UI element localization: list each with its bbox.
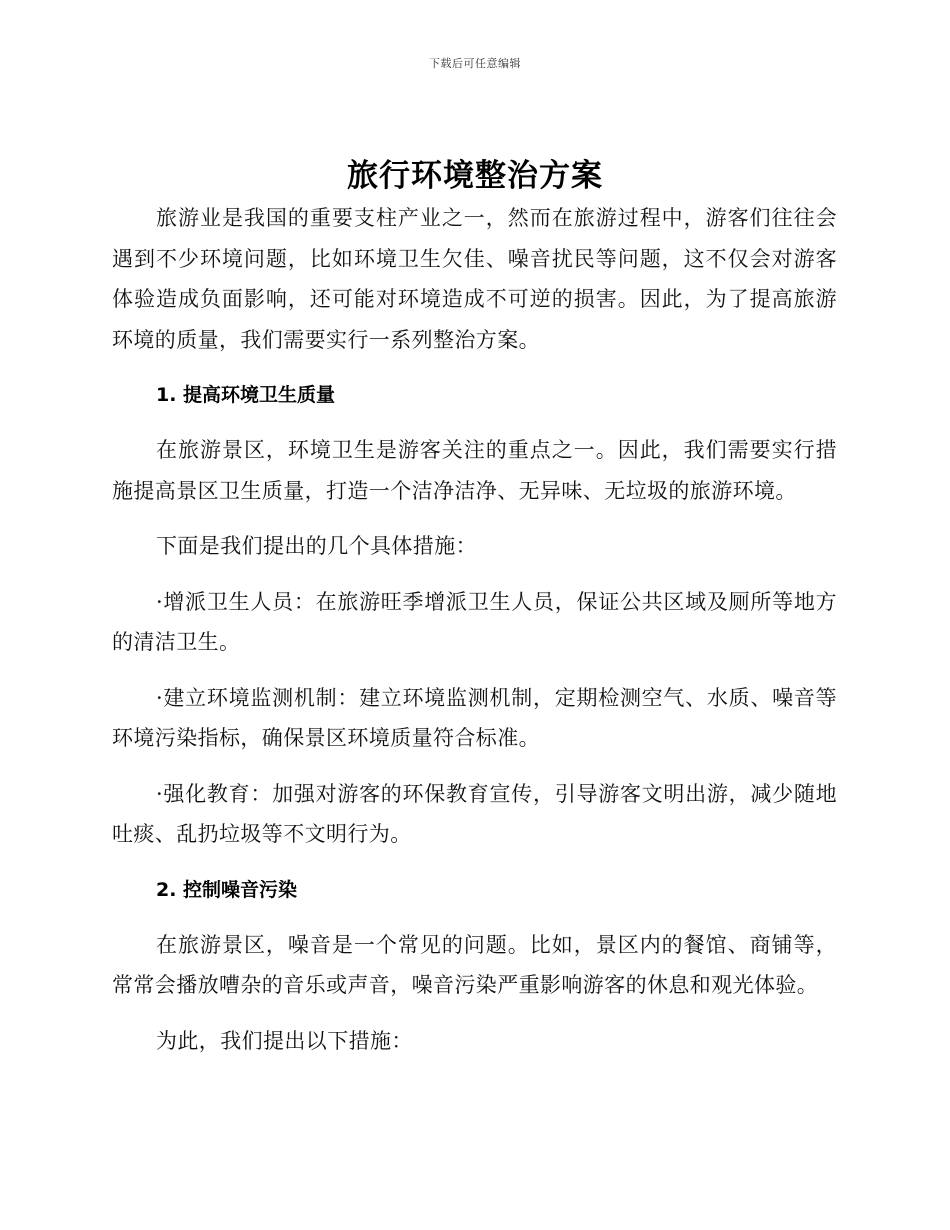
intro-paragraph: 旅游业是我国的重要支柱产业之一，然而在旅游过程中，游客们往往会遇到不少环境问题，比如环境卫生欠佳、噪音扰民等问题，这不仅会对游客体验造成负面影响，还可能对环境造成不可逆的损害。因此，为了提高旅游环境的质量，我们需要实行一系列整治方案。 [112,206,837,352]
document-body [112,198,837,1076]
section1-paragraph-1: 在旅游景区，环境卫生是游客关注的重点之一。因此，我们需要实行措施提高景区卫生质量，打造一个洁净洁净、无异味、无垃圾的旅游环境。 [112,438,837,503]
bullet-item [112,678,837,759]
bullet-text: 增派卫生人员：在旅游旺季增派卫生人员，保证公共区域及厕所等地方的清洁卫生。 [112,589,837,654]
bullet-marker: · [156,589,164,614]
bullet-marker: · [156,685,164,710]
section2-paragraph-1: 在旅游景区，噪音是一个常见的问题。比如，景区内的餐馆、商铺等，常常会播放嘈杂的音乐或声音，噪音污染严重影响游客的休息和观光体验。 [112,932,837,997]
section1-paragraph-2: 下面是我们提出的几个具体措施： [156,534,477,558]
document-title: 旅行环境整治方案 [347,158,603,194]
bullet-item [112,774,837,855]
section-heading-1: 1. 提高环境卫生质量 [156,384,336,406]
section2-paragraph-2: 为此，我们提出以下措施： [156,1028,413,1053]
bullet-item [112,582,837,663]
bullet-text: 强化教育：加强对游客的环保教育宣传，引导游客文明出游，减少随地吐痰、乱扔垃圾等不文明行为。 [112,781,837,846]
header-note: 下载后可任意编辑 [429,57,521,70]
bullet-text: 建立环境监测机制：建立环境监测机制，定期检测空气、水质、噪音等环境污染指标，确保景区环境质量符合标准。 [112,685,837,750]
bullet-marker: · [156,781,164,806]
section-heading-2: 2. 控制噪音污染 [156,878,298,901]
